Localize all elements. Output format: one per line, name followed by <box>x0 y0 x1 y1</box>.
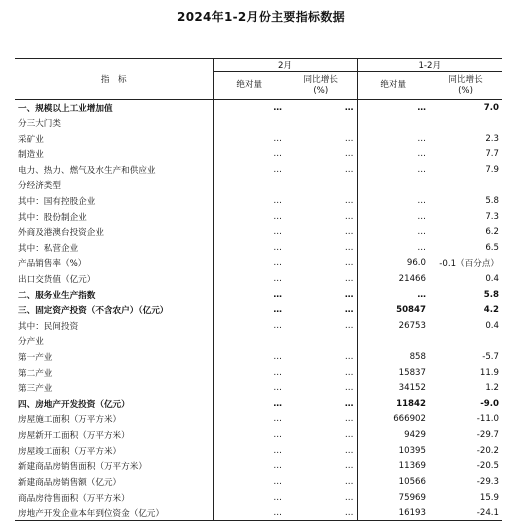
janfeb-yoy-value <box>429 115 502 131</box>
feb-yoy-value: … <box>344 258 354 269</box>
row-indicator-name: 电力、热力、燃气及水生产和供应业 <box>18 165 156 176</box>
page-title: 2024年1-2月份主要指标数据 <box>177 10 345 24</box>
table-row <box>15 396 502 412</box>
janfeb-abs-value <box>357 115 429 131</box>
row-indicator-name: 新建商品房销售额（亿元） <box>18 477 122 488</box>
row-indicator-name: 产品销售率（%） <box>18 259 87 270</box>
table-row <box>15 146 502 162</box>
row-indicator-name: 第三产业 <box>18 384 53 395</box>
feb-yoy-header <box>285 72 357 100</box>
janfeb-abs-value: 16193 <box>357 505 429 521</box>
feb-yoy-value: … <box>344 242 354 253</box>
feb-abs-header: 绝对量 <box>213 72 285 100</box>
feb-yoy-value: … <box>344 164 354 175</box>
row-indicator-name: 房屋竣工面积（万平方米） <box>18 446 122 457</box>
row-indicator-name: 第一产业 <box>18 353 53 364</box>
row-indicator-name: 其中：民间投资 <box>18 321 79 332</box>
row-indicator-name: 外商及港澳台投资企业 <box>18 228 104 239</box>
janfeb-yoy-value: -24.1 <box>429 505 502 521</box>
feb-abs-value: … <box>213 459 285 475</box>
feb-yoy-value: … <box>344 320 354 331</box>
table-row <box>15 115 502 131</box>
janfeb-abs-value: … <box>357 193 429 209</box>
janfeb-yoy-value <box>429 178 502 194</box>
period-janfeb-header: 1-2月 <box>357 59 502 72</box>
janfeb-abs-value: 50847 <box>357 302 429 318</box>
feb-abs-value: … <box>213 146 285 162</box>
feb-yoy-value: … <box>344 367 354 378</box>
table-row <box>15 474 502 490</box>
table-row <box>15 318 502 334</box>
feb-yoy-value: … <box>344 211 354 222</box>
feb-abs-value <box>213 115 285 131</box>
janfeb-abs-value: 96.0 <box>357 256 429 272</box>
janfeb-abs-value: … <box>357 287 429 303</box>
table-row <box>15 271 502 287</box>
feb-abs-value: … <box>213 365 285 381</box>
row-indicator-name: 四、房地产开发投资（亿元） <box>18 399 130 410</box>
janfeb-abs-value <box>357 334 429 350</box>
feb-yoy-value: … <box>344 461 354 472</box>
row-indicator-name: 三、固定资产投资（不含农户）（亿元） <box>18 306 169 317</box>
janfeb-abs-header: 绝对量 <box>357 72 429 100</box>
feb-yoy-value: … <box>344 352 354 363</box>
table-row <box>15 240 502 256</box>
janfeb-yoy-value: -11.0 <box>476 414 500 425</box>
feb-abs-value: … <box>213 193 285 209</box>
table-row <box>15 193 502 209</box>
feb-yoy-value: … <box>344 195 354 206</box>
janfeb-yoy-header-line2: (%) <box>458 85 473 96</box>
feb-yoy-value: … <box>344 133 354 144</box>
feb-abs-value: … <box>213 162 285 178</box>
row-indicator-name: 分经济类型 <box>18 181 61 192</box>
row-indicator-name: 房屋新开工面积（万平方米） <box>18 431 130 442</box>
janfeb-yoy-value: 6.5 <box>485 242 500 253</box>
janfeb-yoy-value: 5.8 <box>485 195 500 206</box>
row-indicator-name: 房地产开发企业本年到位资金（亿元） <box>15 505 213 521</box>
janfeb-yoy-header <box>429 72 502 100</box>
table-row <box>15 178 502 194</box>
row-indicator-name: 商品房待售面积（万平方米） <box>18 493 130 504</box>
janfeb-abs-value: 34152 <box>357 380 429 396</box>
janfeb-yoy-value: -5.7 <box>482 352 500 363</box>
janfeb-abs-value: 75969 <box>357 490 429 506</box>
janfeb-abs-value <box>357 178 429 194</box>
feb-abs-value <box>213 178 285 194</box>
row-indicator-name: 其中：国有控股企业 <box>18 196 96 207</box>
janfeb-abs-value: 666902 <box>357 412 429 428</box>
table-row <box>15 256 502 272</box>
feb-abs-value: … <box>213 505 285 521</box>
janfeb-yoy-value: 15.9 <box>479 492 500 503</box>
feb-yoy-value: … <box>344 305 354 316</box>
feb-yoy-value: … <box>344 398 354 409</box>
feb-abs-value: … <box>213 427 285 443</box>
janfeb-abs-value: … <box>357 146 429 162</box>
janfeb-yoy-value: 11.9 <box>479 367 500 378</box>
table-row <box>15 334 502 350</box>
row-indicator-name: 二、服务业生产指数 <box>18 290 96 301</box>
feb-abs-value: … <box>213 287 285 303</box>
feb-abs-value: … <box>213 271 285 287</box>
janfeb-yoy-value: -9.0 <box>480 398 500 409</box>
janfeb-abs-value: 21466 <box>357 271 429 287</box>
janfeb-abs-value: … <box>357 209 429 225</box>
feb-yoy-value: … <box>344 492 354 503</box>
janfeb-yoy-value: -29.3 <box>476 476 500 487</box>
janfeb-yoy-value: -29.7 <box>476 430 500 441</box>
janfeb-abs-value: 15837 <box>357 365 429 381</box>
feb-abs-value: … <box>213 474 285 490</box>
feb-yoy-value: … <box>344 149 354 160</box>
janfeb-abs-value: 858 <box>357 349 429 365</box>
janfeb-abs-value: 9429 <box>357 427 429 443</box>
row-indicator-name: 分三大门类 <box>18 118 61 129</box>
table-row <box>15 365 502 381</box>
janfeb-yoy-value: -0.1（百分点） <box>439 259 500 270</box>
janfeb-abs-value: … <box>357 131 429 147</box>
feb-yoy-value <box>285 334 357 350</box>
feb-yoy-value: … <box>344 430 354 441</box>
feb-abs-value <box>213 334 285 350</box>
table-header-periods <box>15 59 502 72</box>
row-indicator-name: 采矿业 <box>18 134 44 145</box>
period-feb-header: 2月 <box>213 59 357 72</box>
table-row <box>15 490 502 506</box>
row-indicator-name: 一、规模以上工业增加值 <box>18 103 113 114</box>
row-indicator-name: 其中：股份制企业 <box>18 212 87 223</box>
janfeb-abs-value: 11369 <box>357 459 429 475</box>
janfeb-yoy-value: 7.9 <box>485 164 500 175</box>
janfeb-yoy-value: 4.2 <box>483 305 500 316</box>
feb-yoy-header-line1: 同比增长 <box>303 74 338 85</box>
feb-yoy-value: … <box>344 476 354 487</box>
janfeb-abs-value: … <box>357 224 429 240</box>
table-row <box>15 459 502 475</box>
janfeb-yoy-header-line1: 同比增长 <box>448 74 483 85</box>
janfeb-yoy-value: 7.0 <box>483 102 500 113</box>
feb-yoy-header-line2: (%) <box>313 85 329 96</box>
feb-yoy-value <box>285 115 357 131</box>
table-row <box>15 100 502 116</box>
table-row <box>15 412 502 428</box>
janfeb-yoy-value: 0.4 <box>485 320 500 331</box>
janfeb-abs-value: 11842 <box>357 396 429 412</box>
table-row <box>15 131 502 147</box>
table-row <box>15 224 502 240</box>
table-row <box>15 349 502 365</box>
feb-abs-value: … <box>213 380 285 396</box>
table-row <box>15 162 502 178</box>
feb-yoy-value: … <box>285 505 357 521</box>
janfeb-yoy-value: -20.5 <box>476 461 500 472</box>
janfeb-yoy-value: 7.3 <box>485 211 500 222</box>
janfeb-yoy-value: 5.8 <box>483 289 500 300</box>
janfeb-abs-value: 26753 <box>357 318 429 334</box>
table-row <box>15 302 502 318</box>
table-row <box>15 380 502 396</box>
feb-yoy-value: … <box>344 227 354 238</box>
feb-abs-value: … <box>213 131 285 147</box>
feb-yoy-value: … <box>344 289 354 300</box>
table-body <box>15 100 502 521</box>
table-row <box>15 209 502 225</box>
row-indicator-name: 房屋施工面积（万平方米） <box>18 415 122 426</box>
indicator-table <box>15 58 502 521</box>
table-row <box>15 505 502 521</box>
feb-abs-value: … <box>213 396 285 412</box>
row-indicator-name: 第二产业 <box>18 368 53 379</box>
janfeb-yoy-value: 6.2 <box>485 227 500 238</box>
feb-yoy-value <box>285 178 357 194</box>
janfeb-yoy-value: 7.7 <box>485 149 500 160</box>
row-indicator-name: 分产业 <box>18 337 44 348</box>
feb-yoy-value: … <box>344 414 354 425</box>
row-indicator-name: 出口交货值（亿元） <box>18 275 96 285</box>
feb-abs-value: … <box>213 412 285 428</box>
janfeb-yoy-value: -20.2 <box>476 445 500 456</box>
feb-abs-value: … <box>213 240 285 256</box>
feb-yoy-value: … <box>344 445 354 456</box>
row-indicator-name: 制造业 <box>18 150 44 161</box>
feb-yoy-value: … <box>344 102 354 113</box>
janfeb-abs-value: … <box>357 240 429 256</box>
janfeb-yoy-value <box>429 334 502 350</box>
janfeb-yoy-value: 1.2 <box>485 383 500 394</box>
janfeb-abs-value: … <box>357 162 429 178</box>
row-indicator-name: 其中：私营企业 <box>18 243 79 254</box>
feb-abs-value: … <box>213 302 285 318</box>
feb-abs-value: … <box>213 209 285 225</box>
row-indicator-name: 新建商品房销售面积（万平方米） <box>18 462 147 473</box>
feb-abs-value: … <box>213 490 285 506</box>
feb-abs-value: … <box>213 318 285 334</box>
feb-yoy-value: … <box>344 383 354 394</box>
feb-abs-value: … <box>213 256 285 272</box>
janfeb-abs-value: 10395 <box>357 443 429 459</box>
feb-abs-value: … <box>213 100 285 116</box>
table-row <box>15 427 502 443</box>
feb-abs-value: … <box>213 349 285 365</box>
table-row <box>15 443 502 459</box>
janfeb-yoy-value: 0.4 <box>485 274 500 284</box>
feb-abs-value: … <box>213 224 285 240</box>
janfeb-abs-value: 10566 <box>357 474 429 490</box>
janfeb-yoy-value: 2.3 <box>485 133 500 144</box>
feb-yoy-value: … <box>344 274 354 284</box>
indicator-header: 指 标 <box>15 59 213 100</box>
feb-abs-value: … <box>213 443 285 459</box>
table-row <box>15 287 502 303</box>
janfeb-abs-value: … <box>357 100 429 116</box>
